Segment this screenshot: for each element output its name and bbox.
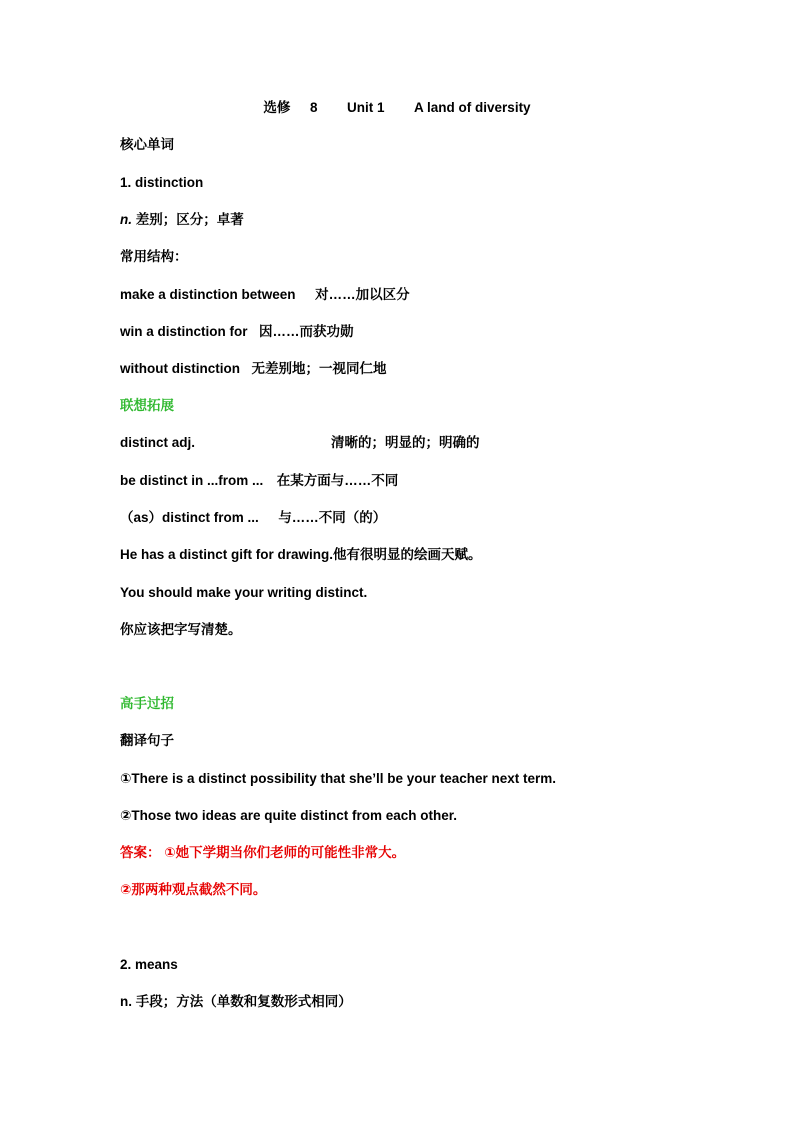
word1-pos: n. bbox=[120, 212, 132, 227]
practice-sentence-2: ②Those two ideas are quite distinct from each other. bbox=[120, 808, 457, 823]
phrase-row bbox=[120, 360, 387, 378]
title-part4: A land of diversity bbox=[414, 100, 531, 115]
phrase-zh: 对……加以区分 bbox=[315, 287, 410, 302]
structures-label: 常用结构： bbox=[120, 249, 188, 264]
phrase-en: win a distinction for bbox=[120, 324, 248, 339]
answer-1: 答案： ①她下学期当你们老师的可能性非常大。 bbox=[120, 845, 406, 860]
section-core-words: 核心单词 bbox=[120, 137, 174, 152]
extension-en: be distinct in ...from ... bbox=[120, 473, 264, 488]
phrase-zh: 无差别地；一视同仁地 bbox=[251, 361, 387, 376]
extension-row bbox=[120, 434, 195, 452]
word1-heading: 1. distinction bbox=[120, 175, 204, 190]
phrase-zh: 因……而获功勋 bbox=[259, 324, 354, 339]
title-part3: Unit 1 bbox=[347, 100, 385, 115]
word1-definition bbox=[120, 211, 244, 229]
practice-label: 高手过招 bbox=[120, 696, 174, 711]
phrase-row bbox=[120, 286, 410, 304]
phrase-en: make a distinction between bbox=[120, 287, 296, 302]
extension-label: 联想拓展 bbox=[120, 398, 174, 413]
page-title bbox=[0, 99, 794, 117]
practice-sentence-1: ①There is a distinct possibility that she’ll be your teacher next term. bbox=[120, 771, 557, 786]
phrase-row bbox=[120, 323, 354, 341]
word2-meaning: n. 手段；方法（单数和复数形式相同） bbox=[120, 994, 352, 1009]
extension-en: distinct adj. bbox=[120, 435, 196, 450]
extension-zh: 清晰的；明显的；明确的 bbox=[331, 435, 480, 450]
extension-row bbox=[120, 509, 386, 527]
example-sentence-2-zh: 你应该把字写清楚。 bbox=[120, 622, 242, 637]
extension-row bbox=[120, 472, 398, 490]
example-sentence-1: He has a distinct gift for drawing.他有很明显的绘画天赋。 bbox=[120, 547, 482, 562]
practice-task: 翻译句子 bbox=[120, 733, 174, 748]
title-part2: 8 bbox=[309, 100, 318, 115]
extension-zh: 与……不同（的） bbox=[278, 510, 387, 525]
phrase-en: without distinction bbox=[120, 361, 240, 376]
word2-heading: 2. means bbox=[120, 957, 178, 972]
example-sentence-2-en: You should make your writing distinct. bbox=[120, 585, 368, 600]
extension-en: （as）distinct from ... bbox=[120, 510, 259, 525]
answer-2: ②那两种观点截然不同。 bbox=[120, 882, 267, 897]
extension-zh: 在某方面与……不同 bbox=[276, 473, 399, 488]
title-part1: 选修 bbox=[263, 100, 291, 115]
word1-meaning: 差别；区分；卓著 bbox=[135, 212, 244, 227]
